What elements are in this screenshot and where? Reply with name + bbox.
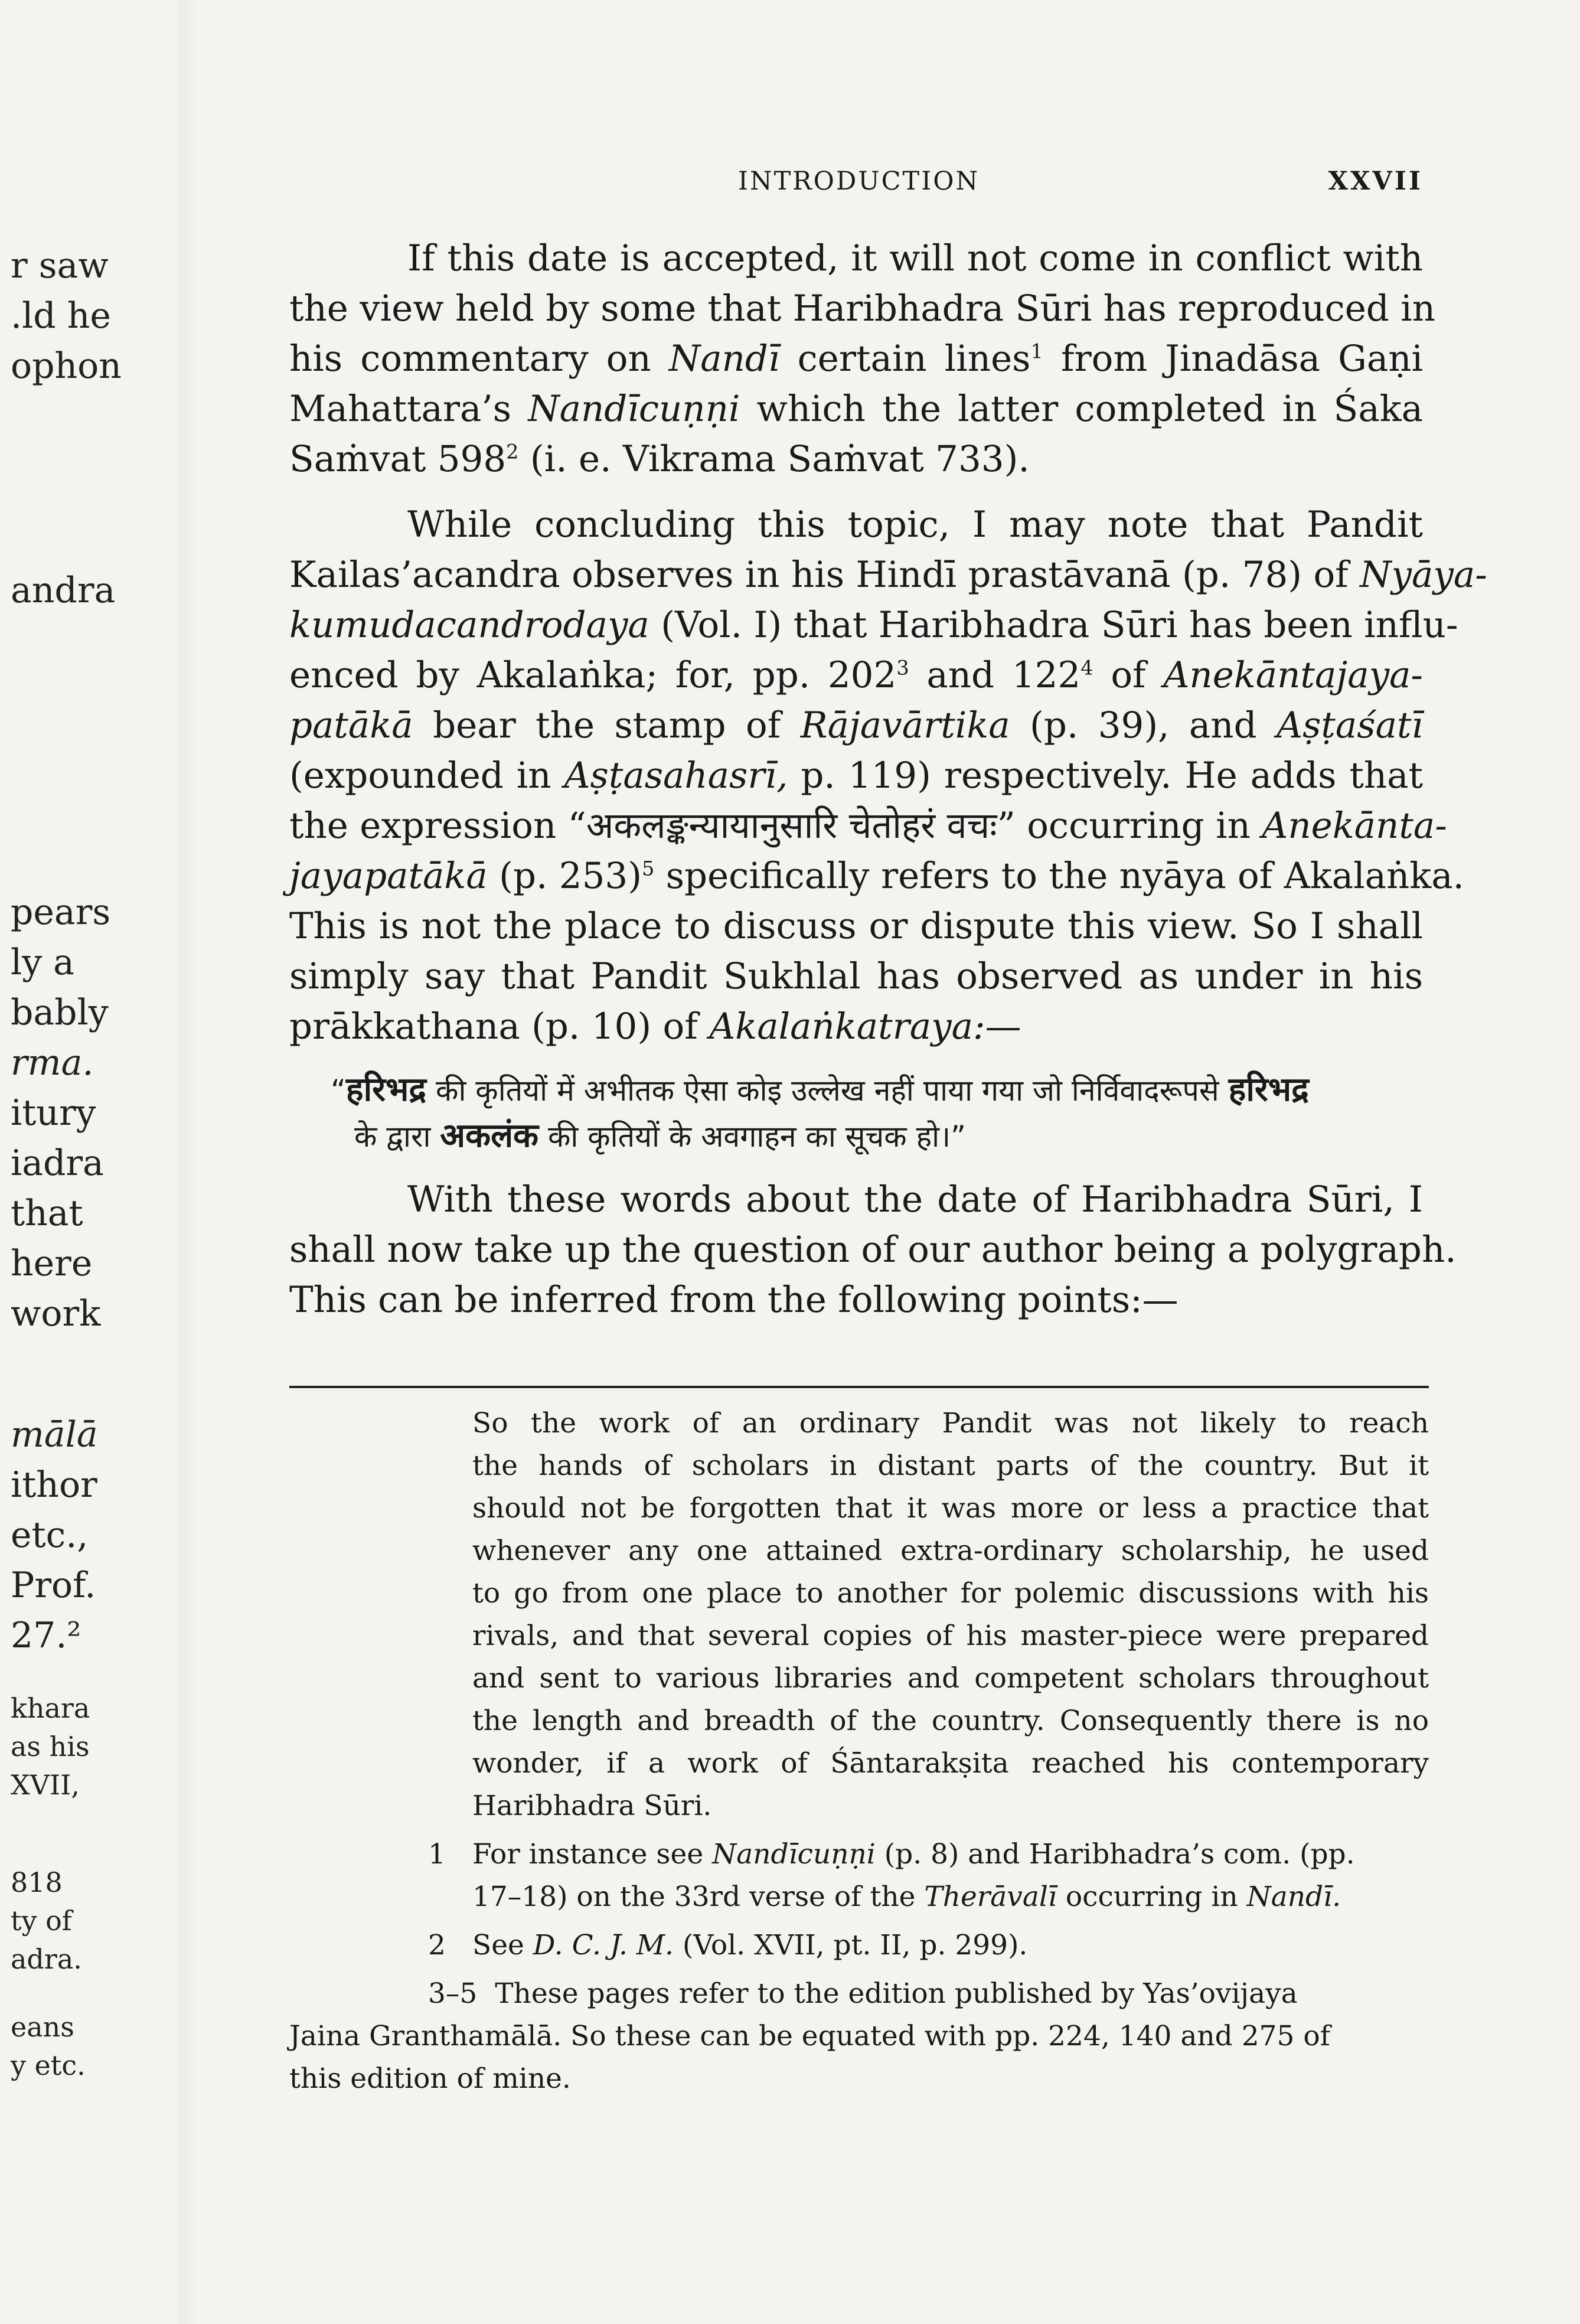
text-line (289, 384, 1423, 434)
text-run: the view held by some that Haribhadra Sūri has reproduced in (289, 288, 1436, 329)
hindi-quote-line (289, 1113, 1423, 1159)
text-run: If this date is accepted, it will not come in conflict with (407, 237, 1423, 279)
text-line (289, 801, 1447, 851)
text-run: For instance see (472, 1838, 704, 1871)
hindi-quote-line (289, 1067, 1423, 1113)
footnotes (289, 1402, 1429, 2100)
footnote-line: Haribhadra Sūri. (472, 1790, 712, 1822)
text-run: (Vol. XVII, pt. II, p. 299). (682, 1929, 1028, 1961)
footnote-ref: 1 (1030, 340, 1043, 363)
footnote-line: should not be forgotten that it was more or less a practice that (472, 1492, 1429, 1525)
text-run: Jaina Granthamālā. So these can be equated with pp. 224, 140 and 275 of (289, 2020, 1331, 2052)
text-run: occurring in (1065, 1881, 1238, 1913)
text-run: enced by Akalaṅka; for, pp. 202 (289, 654, 897, 696)
gutter-text-fragment: iadra (11, 1143, 104, 1184)
italic-title: Rājavārtika (800, 704, 1010, 746)
text-run: With these words about the date of Haribhadra Sūri, I (407, 1179, 1423, 1220)
italic-title: Therāvalī (924, 1881, 1057, 1913)
text-run: “ (331, 1073, 346, 1108)
gutter-text-fragment: bably (11, 992, 109, 1033)
gutter-text-fragment: rma. (11, 1042, 94, 1083)
text-line (289, 1225, 1457, 1275)
footnote-number: 1 (428, 1838, 446, 1871)
text-run: shall now take up the question of our author being a polygraph. (289, 1229, 1457, 1271)
text-run: certain lines (797, 338, 1031, 380)
italic-title: jayapatākā (289, 855, 488, 897)
footnote-line: wonder, if a work of Śāntarakṣita reached his contemporary (472, 1747, 1429, 1780)
gutter-text-fragment: itury (11, 1092, 96, 1134)
text-run: the expression “अकलङ्कन्यायानुसारि चेतोहरं वचः” occurring in (289, 805, 1251, 847)
italic-title: Anekānta- (1262, 805, 1447, 847)
bold-name: हरिभद्र (1228, 1070, 1309, 1109)
text-run: (p. 39), and (1030, 704, 1257, 746)
text-run: Saṁvat 598 (289, 438, 507, 480)
footnote-ref: 3 (896, 656, 909, 680)
adjacent-page-gutter (0, 0, 195, 2324)
text-line (289, 700, 1423, 750)
bold-name: अकलंक (440, 1117, 539, 1155)
text-run: की कृतियों के अवगाहन का सूचक हो।” (538, 1119, 966, 1154)
footnote-rule (289, 1386, 1429, 1388)
footnote-line: to go from one place to another for polemic discussions with his (472, 1577, 1429, 1610)
footnote-2 (289, 1924, 1429, 1967)
text-line (289, 851, 1464, 901)
gutter-text-fragment: ophon (11, 345, 122, 387)
footnote-number: 3–5 (428, 1977, 478, 2010)
italic-title: Aṣṭasahasrī, (564, 755, 788, 797)
text-run: 17–18) on the 33rd verse of the (472, 1881, 916, 1913)
gutter-text-fragment: ithor (11, 1464, 97, 1506)
text-run: specifically refers to the nyāya of Akalaṅka. (665, 855, 1464, 897)
text-line (289, 750, 1423, 801)
gutter-text-fragment: here (11, 1243, 93, 1284)
text-line (289, 550, 1487, 600)
footnote-ref: 4 (1080, 656, 1093, 680)
page-header (289, 167, 1423, 208)
gutter-text-fragment: mālā (11, 1414, 98, 1455)
gutter-text-fragment: ty of (11, 1905, 72, 1937)
text-line (289, 650, 1423, 700)
footnote-line: the hands of scholars in distant parts of the country. But it (472, 1450, 1429, 1482)
text-run: his commentary on (289, 338, 651, 380)
text-run: (expounded in (289, 755, 551, 797)
footnote-ref: 2 (506, 440, 519, 464)
page-number: XXVII (1328, 167, 1423, 196)
italic-title: Anekāntajaya- (1163, 654, 1424, 696)
italic-title: Akalaṅkatraya:— (709, 1006, 1021, 1047)
gutter-text-fragment: that (11, 1193, 83, 1234)
main-text (289, 233, 1487, 1325)
text-run: While concluding this topic, I may note that Pandit (407, 504, 1423, 546)
italic-title: D. C. J. M. (533, 1929, 674, 1961)
gutter-text-fragment: ly a (11, 942, 74, 983)
footnote-line: rivals, and that several copies of his master-piece were prepared (472, 1620, 1429, 1652)
gutter-text-fragment: XVII, (11, 1769, 80, 1801)
italic-title: Nyāya- (1360, 554, 1487, 596)
text-line (289, 334, 1423, 384)
text-line (289, 500, 1423, 550)
text-run: (p. 253) (499, 855, 642, 897)
gutter-text-fragment: adra. (11, 1943, 82, 1975)
gutter-text-fragment: r saw (11, 245, 109, 286)
text-run: (p. 8) and Haribhadra’s com. (pp. (884, 1838, 1355, 1871)
gutter-text-fragment: 27.² (11, 1615, 81, 1656)
text-run: के द्वारा (354, 1119, 440, 1154)
footnote-line: So the work of an ordinary Pandit was not likely to reach (472, 1407, 1429, 1440)
text-run: and 122 (926, 654, 1081, 696)
text-run: bear the stamp of (433, 704, 781, 746)
italic-title: patākā (289, 704, 413, 746)
gutter-text-fragment: Prof. (11, 1565, 96, 1606)
italic-title: Nandīcuṇṇi (712, 1838, 876, 1871)
text-run: की कृतियों में अभीतक ऐसा कोइ उल्लेख नहीं पाया गया जो निर्विवादरूपसे (426, 1073, 1229, 1108)
text-run: which the latter completed in Śaka (756, 388, 1424, 430)
gutter-text-fragment: eans (11, 2011, 74, 2043)
footnote-line: the length and breadth of the country. Consequently there is no (472, 1705, 1429, 1737)
footnote-number: 2 (428, 1929, 446, 1961)
footnote-ref: 5 (642, 857, 655, 880)
text-line (289, 901, 1423, 951)
running-title: INTRODUCTION (738, 167, 980, 196)
text-run: See (472, 1929, 524, 1961)
page-fold-shadow (177, 0, 201, 2324)
gutter-text-fragment: .ld he (11, 295, 111, 337)
text-run: from Jinadāsa Gaṇi (1060, 338, 1424, 380)
footnote-3-5 (289, 1973, 1429, 2100)
text-run: simply say that Pandit Sukhlal has observed as under in his (289, 955, 1423, 997)
text-line (289, 1001, 1423, 1052)
text-run: (Vol. I) that Haribhadra Sūri has been influ- (661, 604, 1458, 646)
italic-title: kumudacandrodaya (289, 604, 649, 646)
italic-title: Nandī (668, 338, 780, 380)
text-line (289, 434, 1423, 484)
text-run: This can be inferred from the following points:— (289, 1279, 1179, 1321)
gutter-text-fragment: work (11, 1293, 101, 1334)
gutter-text-fragment: y etc. (11, 2049, 86, 2081)
text-run: Mahattara’s (289, 388, 512, 430)
italic-title: Nandīcuṇṇi (528, 388, 740, 430)
italic-title: Nandī. (1246, 1881, 1341, 1913)
text-run: Kailas’acandra observes in his Hindī prastāvanā (p. 78) of (289, 554, 1349, 596)
text-line (289, 233, 1423, 283)
footnote-line: and sent to various libraries and competent scholars throughout (472, 1662, 1429, 1695)
italic-title: Aṣṭaśatī (1277, 704, 1423, 746)
gutter-text-fragment: andra (11, 570, 116, 611)
gutter-text-fragment: as his (11, 1731, 90, 1762)
gutter-text-fragment: khara (11, 1692, 90, 1724)
footnote-line: whenever any one attained extra-ordinary scholarship, he used (472, 1535, 1429, 1567)
text-run: (i. e. Vikrama Saṁvat 733). (530, 438, 1030, 480)
text-run: of (1111, 654, 1146, 696)
gutter-text-fragment: etc., (11, 1514, 89, 1556)
text-run: p. 119) respectively. He adds that (801, 755, 1424, 797)
text-line (289, 1275, 1423, 1325)
text-line (289, 951, 1423, 1001)
text-line (289, 283, 1436, 334)
gutter-text-fragment: 818 (11, 1866, 63, 1898)
text-run: this edition of mine. (289, 2062, 571, 2095)
text-run: This is not the place to discuss or dispute this view. So I shall (289, 905, 1423, 947)
text-run: These pages refer to the edition published by Yas’ovijaya (495, 1977, 1298, 2010)
footnote-1 (289, 1833, 1429, 1918)
bold-name: हरिभद्र (345, 1070, 427, 1109)
text-run: prākkathana (p. 10) of (289, 1006, 698, 1047)
text-line (289, 600, 1458, 650)
text-line (289, 1174, 1423, 1225)
gutter-text-fragment: pears (11, 892, 111, 933)
